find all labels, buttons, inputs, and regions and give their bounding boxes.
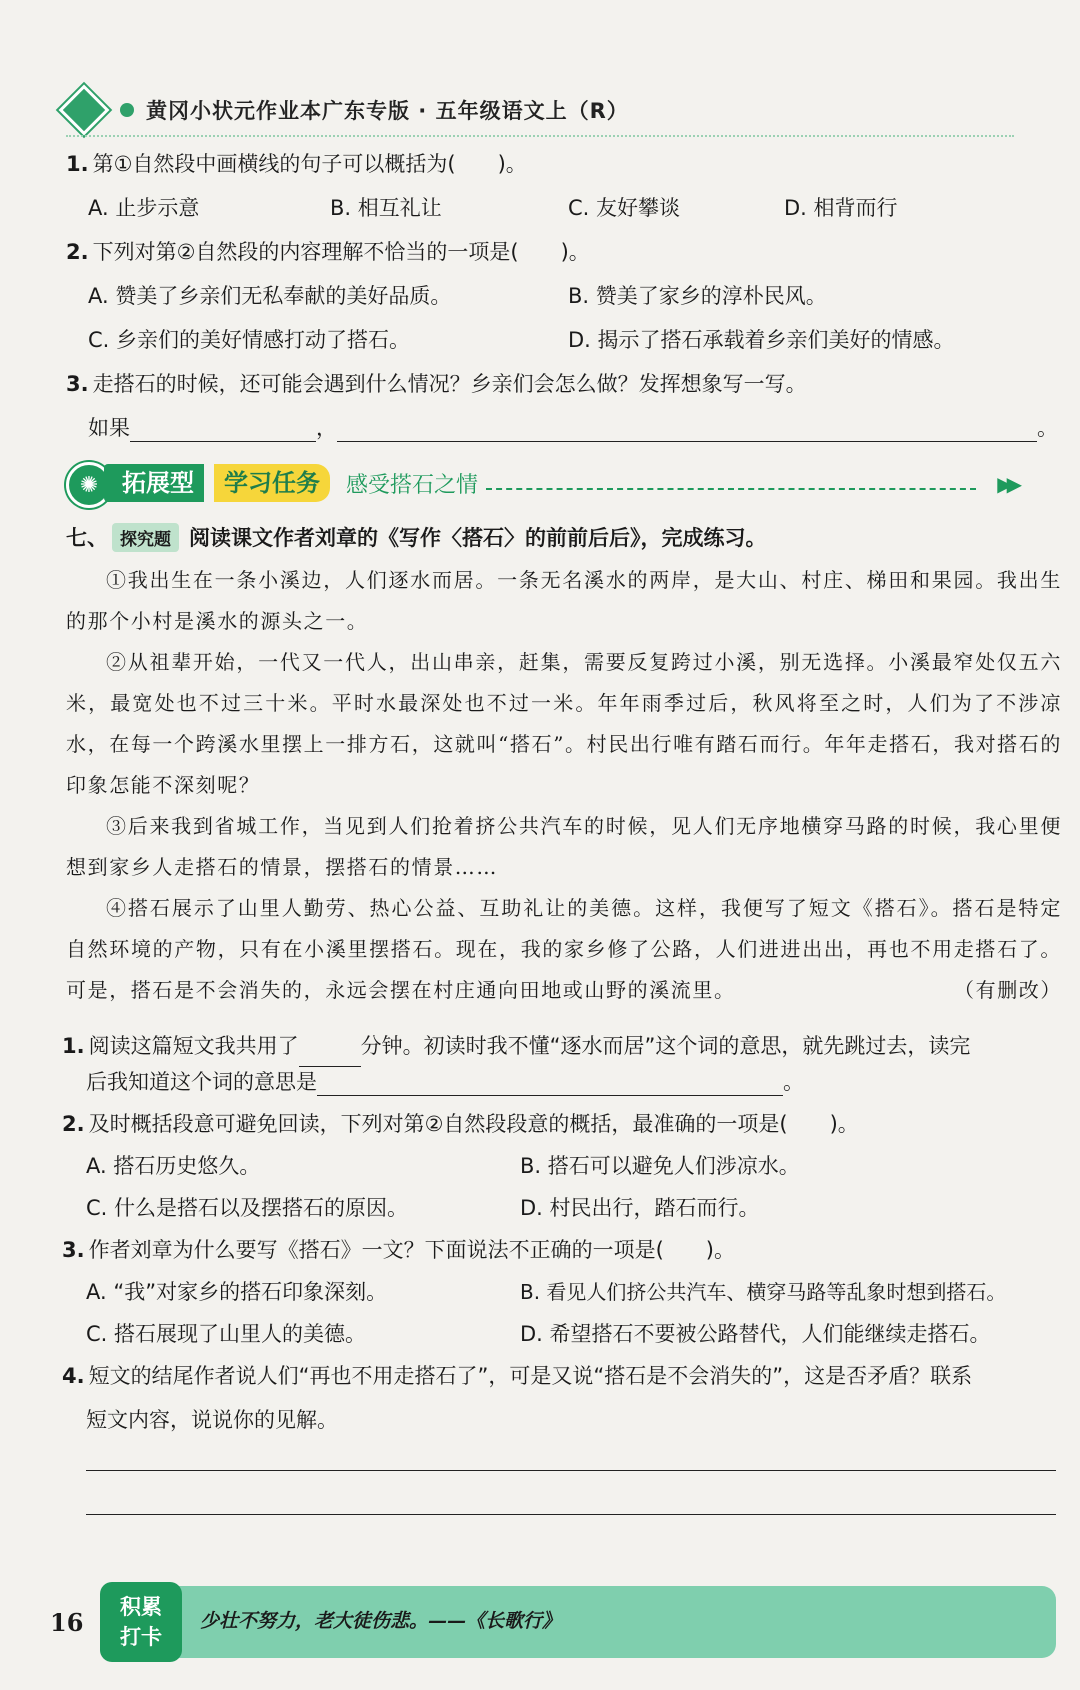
- question-text: 作者刘章为什么要写《搭石》一文？下面说法不正确的一项是( )。: [88, 1238, 735, 1262]
- tag-line-1: 积累: [120, 1595, 162, 1619]
- option-c[interactable]: C. 乡亲们的美好情感打动了搭石。: [88, 328, 411, 352]
- option-d[interactable]: D. 揭示了搭石承载着乡亲们美好的情感。: [568, 328, 955, 352]
- reading-passage: [66, 560, 1062, 1011]
- section-7-heading: [66, 522, 767, 552]
- question-2-4: [62, 1360, 972, 1390]
- question-number: 4.: [62, 1364, 85, 1388]
- diamond-icon: [59, 85, 110, 136]
- question-text: 分钟。初读时我不懂“逐水而居”这个词的意思，就先跳过去，读完: [360, 1034, 971, 1058]
- banner-tag-task: 学习任务: [214, 464, 330, 502]
- option-b[interactable]: B. 看见人们挤公共汽车、横穿马路等乱象时想到搭石。: [520, 1280, 1007, 1304]
- banner-subtitle: 感受搭石之情: [346, 473, 479, 498]
- question-type-badge: 探究题: [112, 523, 179, 552]
- answer-blank-2[interactable]: [337, 417, 1037, 442]
- passage-paragraph-2: ②从祖辈开始，一代又一代人，出山串亲，赶集，需要反复跨过小溪，别无选择。小溪最窄处仅五六米，最宽处也不过三十米。平时水最深处也不过一米。年年雨季过后，秋风将至之时，人们为了不涉凉水，在每一个跨溪水里摆上一排方石，这就叫“搭石”。村民出行唯有踏石而行。年年走搭石，我对搭石的印象怎能不深刻呢？: [66, 650, 1062, 797]
- question-2: [66, 236, 590, 266]
- question-2-4-line2: 短文内容，说说你的见解。: [86, 1408, 338, 1432]
- option-b[interactable]: B. 搭石可以避免人们涉凉水。: [520, 1154, 800, 1178]
- page-number: 16: [50, 1608, 84, 1637]
- header-divider: [66, 135, 1014, 137]
- answer-line-2[interactable]: [86, 1514, 1056, 1515]
- option-a[interactable]: A. 赞美了乡亲们无私奉献的美好品质。: [88, 284, 452, 308]
- section-instruction: 阅读课文作者刘章的《写作〈搭石〉的前前后后》，完成练习。: [189, 526, 767, 550]
- paragraph-4-text: ④搭石展示了山里人勤劳、热心公益、互助礼让的美德。这样，我便写了短文《搭石》。搭石是特定自然环境的产物，只有在小溪里摆搭石。现在，我的家乡修了公路，人们进进出出，再也不用走搭石了。可是，搭石是不会消失的，永远会摆在村庄通向田地或山野的溪流里。: [66, 896, 1062, 1002]
- dot-icon: [120, 103, 134, 117]
- answer-row: [88, 412, 1058, 442]
- question-2-3: [62, 1234, 735, 1264]
- question-number: 2.: [62, 1112, 85, 1136]
- question-text: 阅读这篇短文我共用了: [88, 1034, 299, 1058]
- task-banner: [66, 460, 1016, 506]
- option-b[interactable]: B. 赞美了家乡的淳朴民风。: [568, 284, 827, 308]
- accumulate-tag: [100, 1582, 182, 1662]
- comma: ，: [316, 416, 337, 440]
- question-2-1: [62, 1024, 1062, 1067]
- answer-prefix: 如果: [88, 416, 130, 440]
- option-c[interactable]: C. 什么是搭石以及摆搭石的原因。: [86, 1196, 409, 1220]
- question-text: 及时概括段意可避免回读，下列对第②自然段段意的概括，最准确的一项是( )。: [88, 1112, 859, 1136]
- question-2-2: [62, 1108, 859, 1138]
- question-1: [66, 148, 527, 178]
- period: 。: [783, 1070, 804, 1094]
- question-number: 2.: [66, 240, 89, 264]
- option-b[interactable]: B. 相互礼让: [330, 196, 442, 220]
- question-3: [66, 368, 807, 398]
- page-header: [66, 92, 629, 128]
- proverb-quote: 少壮不努力，老大徒伤悲。——《长歌行》: [200, 1610, 562, 1632]
- question-number: 3.: [62, 1238, 85, 1262]
- question-text: 第①自然段中画横线的句子可以概括为( )。: [92, 152, 527, 176]
- book-title: 黄冈小状元作业本广东专版 · 五年级语文上（R）: [146, 99, 629, 123]
- double-arrow-icon: ▶▶: [997, 472, 1016, 496]
- source-note: （有删改）: [954, 978, 1062, 1002]
- option-a[interactable]: A. “我”对家乡的搭石印象深刻。: [86, 1280, 388, 1304]
- meaning-blank[interactable]: [317, 1071, 783, 1096]
- banner-divider: [486, 488, 976, 490]
- question-number: 1.: [62, 1034, 85, 1058]
- lightbulb-icon: ✺: [66, 462, 112, 508]
- minutes-blank[interactable]: [299, 1024, 361, 1067]
- option-d[interactable]: D. 村民出行，踏石而行。: [520, 1196, 760, 1220]
- option-d[interactable]: D. 希望搭石不要被公路替代，人们能继续走搭石。: [520, 1322, 991, 1346]
- question-2-1-line2: [86, 1066, 804, 1096]
- option-a[interactable]: A. 止步示意: [88, 196, 200, 220]
- period: 。: [1037, 416, 1058, 440]
- passage-paragraph-3: ③后来我到省城工作，当见到人们抢着挤公共汽车的时候，见人们无序地横穿马路的时候，我心里便想到家乡人走搭石的情景，摆搭石的情景……: [66, 814, 1062, 879]
- question-text: 走搭石的时候，还可能会遇到什么情况？乡亲们会怎么做？发挥想象写一写。: [92, 372, 807, 396]
- banner-tag-type: 拓展型: [104, 464, 204, 502]
- section-number: 七、: [66, 526, 108, 550]
- option-c[interactable]: C. 友好攀谈: [568, 196, 681, 220]
- option-c[interactable]: C. 搭石展现了山里人的美德。: [86, 1322, 367, 1346]
- answer-blank-1[interactable]: [130, 417, 316, 442]
- option-d[interactable]: D. 相背而行: [784, 196, 898, 220]
- answer-line-1[interactable]: [86, 1470, 1056, 1471]
- option-a[interactable]: A. 搭石历史悠久。: [86, 1154, 261, 1178]
- question-number: 3.: [66, 372, 89, 396]
- tag-line-2: 打卡: [120, 1625, 162, 1649]
- question-text: 下列对第②自然段的内容理解不恰当的一项是( )。: [92, 240, 590, 264]
- question-text: 短文的结尾作者说人们“再也不用走搭石了”，可是又说“搭石是不会消失的”，这是否矛盾？联系: [88, 1364, 973, 1388]
- question-text: 后我知道这个词的意思是: [86, 1070, 317, 1094]
- question-number: 1.: [66, 152, 89, 176]
- passage-paragraph-1: ①我出生在一条小溪边，人们逐水而居。一条无名溪水的两岸，是大山、村庄、梯田和果园。我出生的那个小村是溪水的源头之一。: [66, 568, 1062, 633]
- passage-paragraph-4: [66, 888, 1062, 1011]
